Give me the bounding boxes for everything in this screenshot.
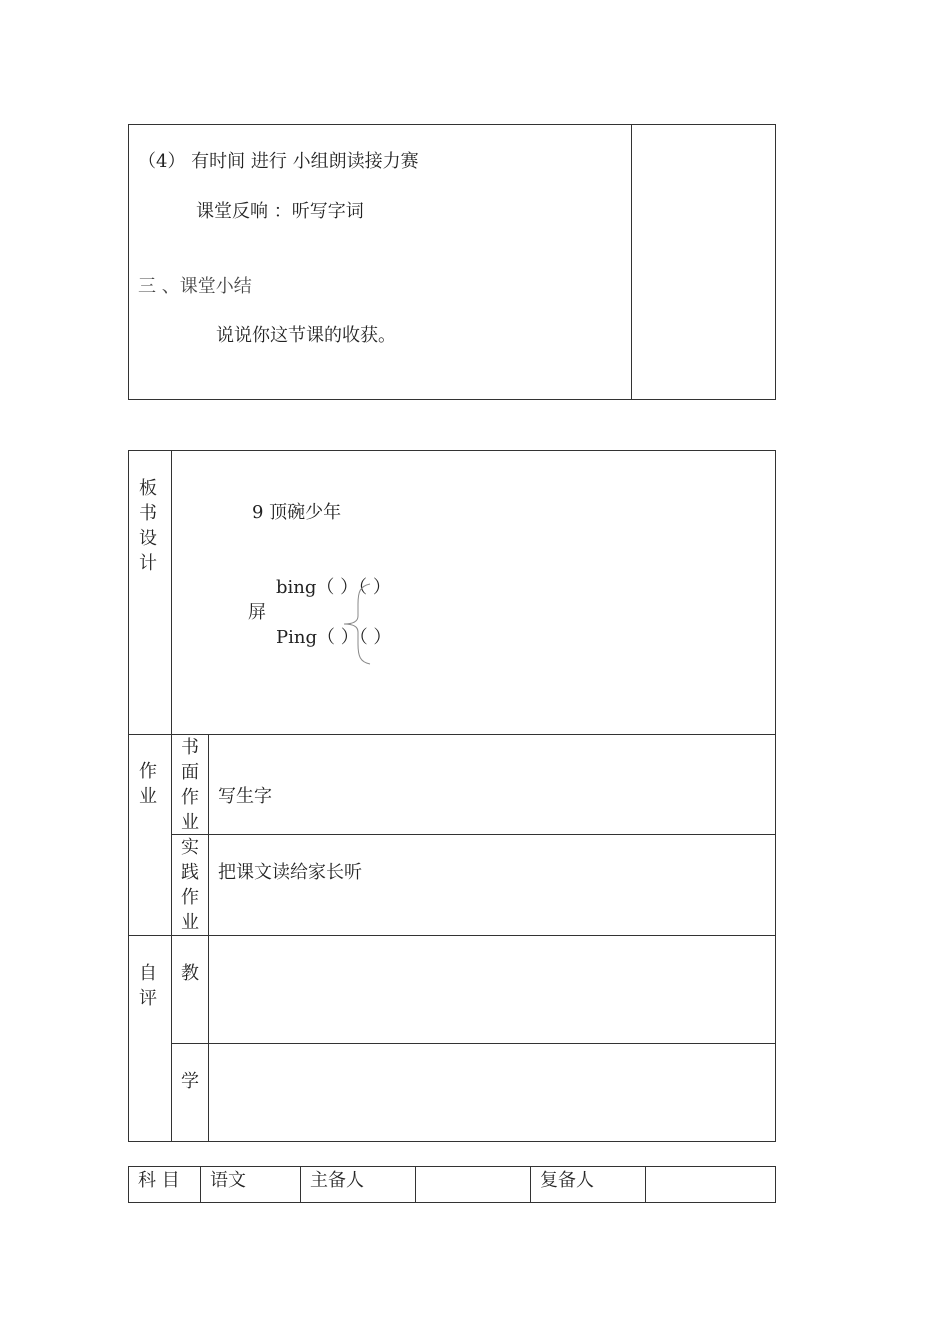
practice-homework-label: 实 践 作 业 [181, 837, 199, 933]
label-column-divider [171, 450, 172, 1142]
info-divider-1 [200, 1166, 201, 1203]
sublabel-column-divider [208, 734, 209, 1142]
written-homework-label: 书 面 作 业 [181, 737, 199, 833]
co-prep-label: 复备人 [540, 1170, 594, 1191]
written-homework-content: 写生字 [218, 786, 272, 807]
main-prep-label: 主备人 [310, 1170, 364, 1191]
self-eval-label: 自 评 [139, 963, 157, 1009]
ping-line: Ping（ ）（ ） [276, 627, 392, 648]
row-divider-teach [171, 1043, 776, 1044]
bing-line: bing（ ）（ ） [276, 577, 391, 598]
summary-prompt-line: 说说你这节课的收获。 [216, 325, 396, 346]
practice-homework-content: 把课文读给家长听 [218, 862, 362, 883]
ping-char: 屏 [248, 602, 266, 623]
info-divider-5 [645, 1166, 646, 1203]
subject-label: 科 目 [138, 1170, 180, 1191]
class-feedback-line: 课堂反响 ：听写字词 [196, 201, 364, 222]
info-divider-2 [300, 1166, 301, 1203]
subject-value: 语文 [210, 1170, 246, 1191]
section-summary-heading: 三 、课堂小结 [138, 276, 252, 297]
homework-label: 作 业 [139, 761, 157, 807]
teach-label: 教 [181, 963, 199, 984]
brace-icon [338, 582, 378, 666]
row-divider-homework [171, 834, 776, 835]
row-divider-selfeval [128, 935, 776, 936]
board-design-label: 板 书 设 计 [139, 478, 157, 574]
lesson-title: 9 顶碗少年 [252, 502, 342, 523]
lesson-table-divider [631, 124, 632, 400]
info-divider-3 [415, 1166, 416, 1203]
row-divider-board [128, 734, 776, 735]
info-divider-4 [530, 1166, 531, 1203]
learn-label: 学 [181, 1071, 199, 1092]
reading-relay-line: （4） 有时间 进行 小组朗读接力赛 [138, 151, 419, 172]
